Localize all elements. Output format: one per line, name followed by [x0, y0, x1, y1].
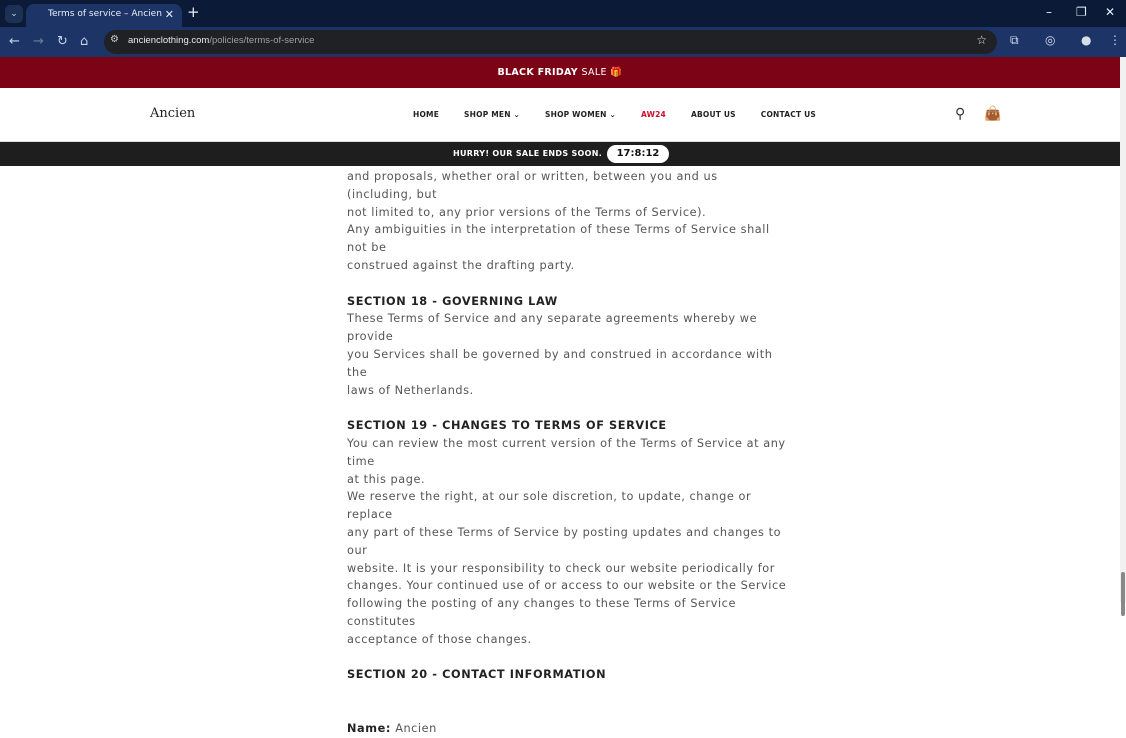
site-header	[0, 88, 1120, 142]
nav-shop-women[interactable]	[545, 110, 616, 119]
logo[interactable]: Ancien	[150, 106, 196, 121]
section-19-heading: SECTION 19 - CHANGES TO TERMS OF SERVICE	[347, 419, 667, 433]
main-nav	[413, 110, 841, 119]
paragraph	[347, 168, 787, 275]
text-line: not limited to, any prior versions of the Terms of Service).	[347, 205, 707, 219]
nav-aw24[interactable]: AW24	[640, 110, 666, 119]
url-domain: ancienclothing.com	[128, 35, 210, 46]
section-20-heading: SECTION 20 - CONTACT INFORMATION	[347, 668, 607, 682]
promo-sale: SALE	[581, 67, 607, 78]
tab-search-button[interactable]: ⌄	[5, 5, 23, 23]
text-line: following the posting of any changes to these Terms of Service constitutes	[347, 597, 736, 628]
nav-contact-us[interactable]: CONTACT US	[760, 110, 816, 119]
text-line: construed against the drafting party.	[347, 258, 575, 272]
restore-button[interactable]: ❐	[1076, 5, 1087, 19]
text-line: These Terms of Service and any separate agreements whereby we provide	[347, 312, 758, 344]
url-path: /policies/terms-of-service	[209, 35, 315, 46]
cart-bag-icon[interactable]: 👜	[984, 106, 1002, 122]
search-icon[interactable]: ⚲	[955, 106, 966, 122]
address-bar[interactable]	[104, 30, 997, 54]
close-tab-icon[interactable]: ✕	[164, 8, 174, 21]
nav-about-us[interactable]: ABOUT US	[690, 110, 736, 119]
scrollbar-thumb[interactable]	[1121, 572, 1125, 616]
back-icon[interactable]: ←	[9, 34, 20, 49]
countdown-text: HURRY! OUR SALE ENDS SOON.	[453, 149, 603, 158]
chevron-down-icon: ⌄	[513, 110, 520, 119]
section-18-heading: SECTION 18 - GOVERNING LAW	[347, 294, 558, 308]
nav-home[interactable]: HOME	[413, 110, 440, 119]
new-tab-button[interactable]: +	[187, 3, 200, 21]
countdown-bar	[0, 142, 1120, 166]
nav-label: SHOP WOMEN	[544, 110, 607, 119]
name-label: Name:	[347, 721, 392, 735]
forward-icon[interactable]: →	[33, 34, 44, 49]
nav-shop-men[interactable]	[464, 110, 520, 119]
terms-content	[347, 168, 787, 738]
text-line: and proposals, whether oral or written, between you and us (including, but	[347, 170, 718, 201]
countdown-timer: 17:8:12	[607, 145, 669, 163]
name-value: Ancien	[395, 721, 437, 735]
home-icon[interactable]: ⌂	[80, 34, 89, 49]
text-line: acceptance of those changes.	[347, 632, 532, 646]
browser-tab-bar	[0, 0, 1126, 27]
chevron-down-icon: ⌄	[609, 110, 616, 119]
text-line: changes. Your continued use of or access to our website or the Service	[347, 579, 787, 593]
scrollbar[interactable]	[1120, 57, 1126, 602]
close-window-button[interactable]: ✕	[1105, 5, 1116, 19]
minimize-button[interactable]: –	[1046, 5, 1052, 19]
text-line: website. It is your responsibility to check our website periodically for	[347, 561, 775, 575]
text-line: We reserve the right, at our sole discretion, to update, change or replace	[347, 490, 752, 522]
contact-name	[347, 720, 787, 738]
profile-icon[interactable]: ●	[1081, 33, 1092, 47]
browser-tab[interactable]	[26, 4, 182, 27]
tab-title: Terms of service – Ancien	[48, 9, 162, 19]
site-settings-icon[interactable]: ⚙	[110, 34, 119, 45]
text-line: laws of Netherlands.	[347, 383, 474, 397]
promo-banner[interactable]	[0, 57, 1120, 88]
text-line: Any ambiguities in the interpretation of these Terms of Service shall not be	[347, 223, 770, 255]
text-line: any part of these Terms of Service by posting updates and changes to our	[347, 525, 782, 557]
text-line: you Services shall be governed by and construed in accordance with the	[347, 347, 773, 379]
gift-icon: 🎁	[610, 67, 623, 78]
address-toolbar	[0, 27, 1126, 57]
menu-icon[interactable]: ⋮	[1109, 33, 1121, 47]
screenshot-icon[interactable]: ◎	[1045, 33, 1056, 47]
extensions-icon[interactable]: ⧉	[1010, 33, 1019, 47]
reload-icon[interactable]: ↻	[57, 34, 68, 49]
nav-label: SHOP MEN	[464, 110, 511, 119]
promo-bold: BLACK FRIDAY	[497, 67, 578, 78]
text-line: You can review the most current version of the Terms of Service at any time	[347, 436, 786, 468]
text-line: at this page.	[347, 472, 426, 486]
bookmark-star-icon[interactable]: ☆	[976, 33, 987, 47]
